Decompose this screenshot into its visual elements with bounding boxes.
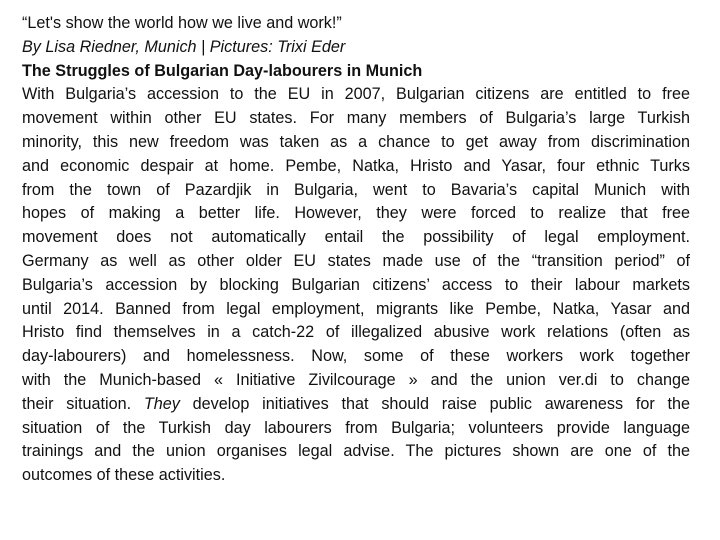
body-line-segment: develop initiatives that should raise public awareness for the: [192, 394, 691, 413]
body-line: minority, this new freedom was taken as a chance to get away from discrimination: [22, 132, 690, 151]
body-line: day-labourers) and homelessness. Now, some of these workers work together: [22, 347, 690, 366]
body-line: with the Munich-based « Initiative Zivilcourage » and the union ver.di to change: [22, 370, 690, 389]
quote-title: “Let's show the world how we live and work!”: [22, 14, 342, 32]
body-line-mixed: [22, 393, 690, 417]
article-heading: The Struggles of Bulgarian Day-labourers in Munich: [22, 61, 423, 80]
article: [22, 12, 690, 488]
body-line-segment: their situation.: [22, 394, 132, 413]
body-line-emphasis: They: [143, 394, 180, 413]
body-line: Hristo find themselves in a catch-22 of illegalized abusive work relations (often as: [22, 323, 690, 342]
body-line: Bulgaria’s accession by blocking Bulgarian citizens’ access to their labour markets: [22, 275, 690, 294]
byline: By Lisa Riedner, Munich | Pictures: Trixi Eder: [22, 37, 346, 56]
body-line: movement does not automatically entail the possibility of legal employment.: [22, 228, 690, 247]
body-line: situation of the Turkish day labourers from Bulgaria; volunteers provide language: [22, 418, 690, 437]
body-line: until 2014. Banned from legal employment, migrants like Pembe, Natka, Yasar and: [22, 299, 690, 318]
article-body: [22, 83, 690, 488]
body-line: movement within other EU states. For many members of Bulgaria’s large Turkish: [22, 109, 690, 128]
body-line: from the town of Pazardjik in Bulgaria, went to Bavaria’s capital Munich with: [22, 180, 690, 199]
body-line: hopes of making a better life. However, they were forced to realize that free: [22, 204, 690, 223]
body-line: and economic despair at home. Pembe, Natka, Hristo and Yasar, four ethnic Turks: [22, 156, 690, 175]
body-line: With Bulgaria’s accession to the EU in 2007, Bulgarian citizens are entitled to free: [22, 85, 690, 104]
body-line: outcomes of these activities.: [22, 466, 226, 485]
body-line: trainings and the union organises legal advise. The pictures shown are one of the: [22, 442, 690, 461]
body-line: Germany as well as other older EU states made use of the “transition period” of: [22, 251, 690, 270]
